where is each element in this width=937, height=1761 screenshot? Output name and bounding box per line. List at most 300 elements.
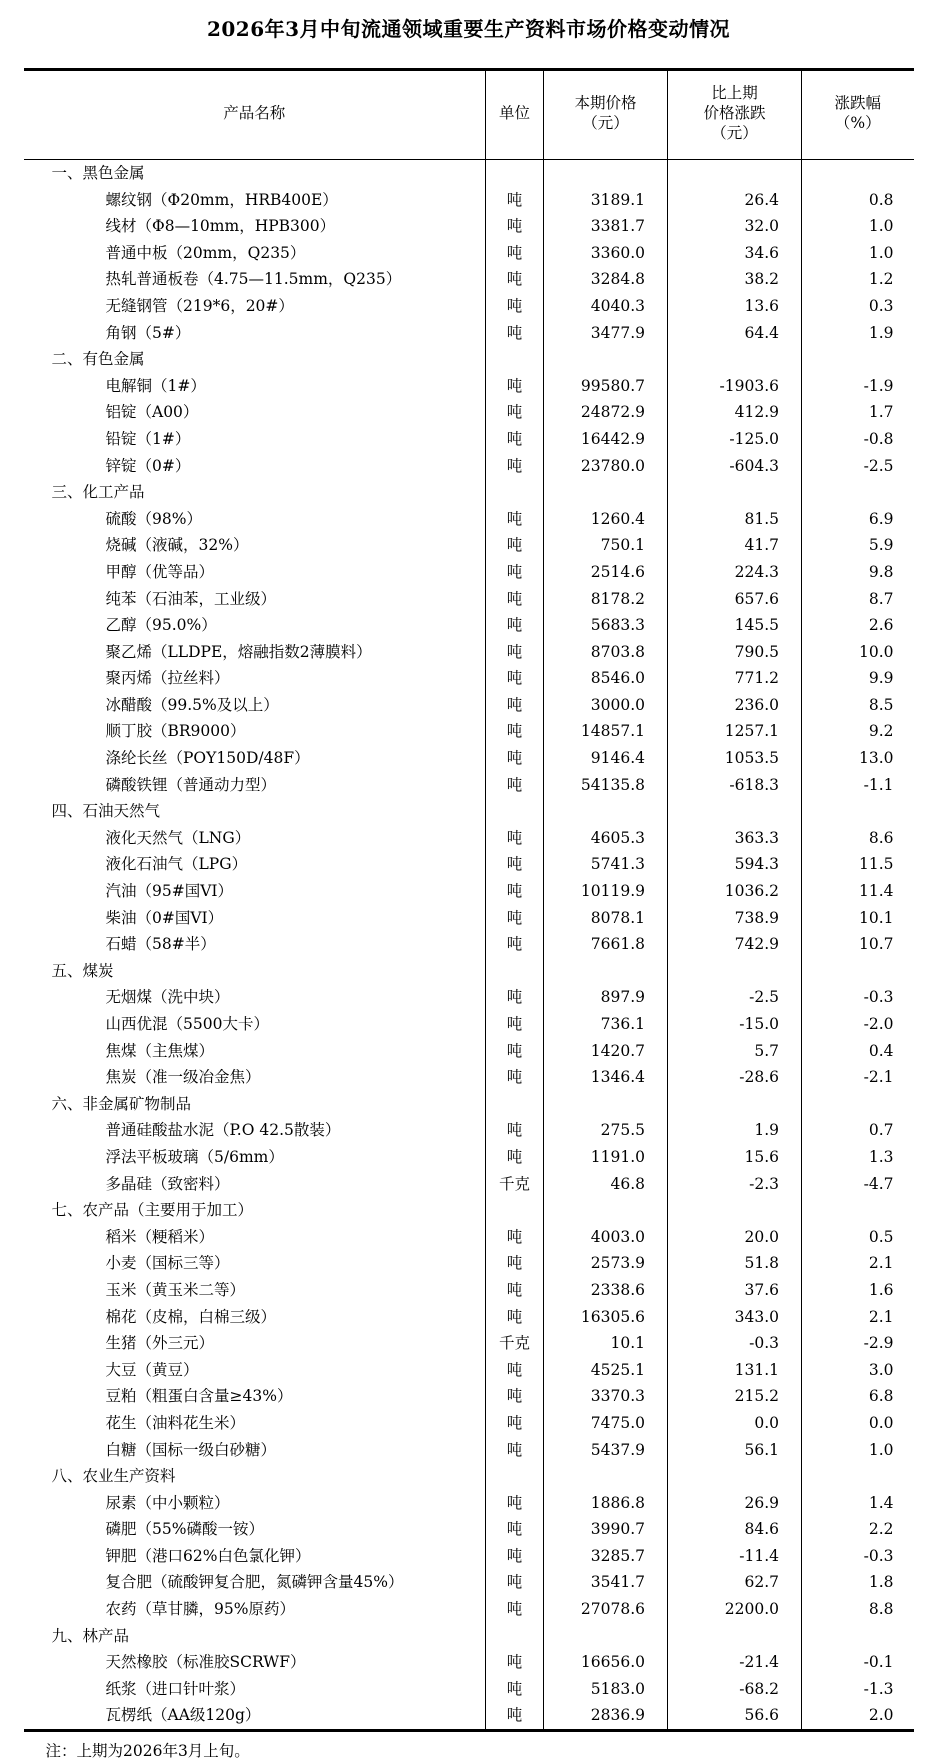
table-row xyxy=(24,851,914,878)
cell-price-change: 412.9 xyxy=(668,399,802,426)
cell-unit: 吨 xyxy=(486,825,544,852)
cell-current-price xyxy=(544,958,668,985)
cell-product-name xyxy=(24,1543,486,1570)
product-name: 乙醇（95.0%） xyxy=(105,616,217,635)
cell-price-change xyxy=(668,798,802,825)
cell-unit: 吨 xyxy=(486,1117,544,1144)
cell-product-name xyxy=(24,639,486,666)
cell-price-change: 771.2 xyxy=(668,665,802,692)
cell-change-rate: 11.5 xyxy=(802,851,914,878)
group-label: 六、非金属矿物制品 xyxy=(51,1094,192,1113)
cell-current-price: 4003.0 xyxy=(544,1224,668,1251)
product-name: 角钢（5#） xyxy=(105,323,191,342)
table-row xyxy=(24,1250,914,1277)
column-header-product-name-label: 产品名称 xyxy=(223,104,286,123)
cell-change-rate: 0.8 xyxy=(802,187,914,214)
cell-unit xyxy=(486,479,544,506)
cell-price-change: 64.4 xyxy=(668,320,802,347)
cell-product-name xyxy=(24,1250,486,1277)
cell-product-name xyxy=(24,1117,486,1144)
cell-change-rate: 10.7 xyxy=(802,931,914,958)
cell-unit: 吨 xyxy=(486,293,544,320)
table-group-row xyxy=(24,1197,914,1224)
cell-price-change: -2.5 xyxy=(668,984,802,1011)
cell-price-change: 81.5 xyxy=(668,506,802,533)
cell-current-price: 7661.8 xyxy=(544,931,668,958)
table-row xyxy=(24,1490,914,1517)
cell-price-change: 56.6 xyxy=(668,1702,802,1730)
table-row xyxy=(24,373,914,400)
cell-change-rate: 1.0 xyxy=(802,240,914,267)
product-name: 磷酸铁锂（普通动力型） xyxy=(105,775,277,794)
column-header-product-name xyxy=(24,70,486,160)
cell-price-change: -11.4 xyxy=(668,1543,802,1570)
cell-product-name xyxy=(24,772,486,799)
table-row xyxy=(24,1144,914,1171)
product-name: 生猪（外三元） xyxy=(105,1334,215,1353)
table-group-row xyxy=(24,798,914,825)
cell-change-rate: 0.7 xyxy=(802,1117,914,1144)
cell-current-price: 897.9 xyxy=(544,984,668,1011)
product-name: 顺丁胶（BR9000） xyxy=(105,722,246,741)
cell-unit: 吨 xyxy=(486,320,544,347)
cell-product-name xyxy=(24,825,486,852)
cell-current-price: 14857.1 xyxy=(544,718,668,745)
cell-price-change: -28.6 xyxy=(668,1064,802,1091)
table-row xyxy=(24,266,914,293)
cell-unit: 吨 xyxy=(486,1410,544,1437)
product-name: 钾肥（港口62%白色氯化钾） xyxy=(105,1546,311,1565)
cell-price-change: 224.3 xyxy=(668,559,802,586)
cell-change-rate: 1.2 xyxy=(802,266,914,293)
cell-unit xyxy=(486,1463,544,1490)
cell-current-price: 2514.6 xyxy=(544,559,668,586)
product-name: 无烟煤（洗中块） xyxy=(105,988,230,1007)
cell-change-rate: -4.7 xyxy=(802,1171,914,1198)
cell-unit: 吨 xyxy=(486,1304,544,1331)
table-row xyxy=(24,1649,914,1676)
cell-unit: 千克 xyxy=(486,1330,544,1357)
table-row xyxy=(24,718,914,745)
cell-current-price: 16656.0 xyxy=(544,1649,668,1676)
cell-change-rate: 3.0 xyxy=(802,1357,914,1384)
cell-change-rate: 0.3 xyxy=(802,293,914,320)
cell-product-name xyxy=(24,559,486,586)
table-row xyxy=(24,320,914,347)
cell-change-rate: 10.0 xyxy=(802,639,914,666)
cell-unit xyxy=(486,798,544,825)
cell-current-price: 4605.3 xyxy=(544,825,668,852)
product-name: 无缝钢管（219*6，20#） xyxy=(105,296,294,315)
cell-unit: 吨 xyxy=(486,453,544,480)
cell-current-price xyxy=(544,346,668,373)
group-label: 二、有色金属 xyxy=(51,350,145,369)
table-row xyxy=(24,745,914,772)
cell-current-price: 2836.9 xyxy=(544,1702,668,1730)
product-name: 聚乙烯（LLDPE，熔融指数2薄膜料） xyxy=(105,642,372,661)
cell-change-rate: -2.0 xyxy=(802,1011,914,1038)
cell-change-rate: 1.7 xyxy=(802,399,914,426)
cell-product-name xyxy=(24,1437,486,1464)
cell-current-price: 5183.0 xyxy=(544,1676,668,1703)
cell-product-name xyxy=(24,1011,486,1038)
table-row xyxy=(24,1437,914,1464)
table-header xyxy=(24,70,914,160)
cell-price-change: 145.5 xyxy=(668,612,802,639)
table-row xyxy=(24,1330,914,1357)
cell-unit: 吨 xyxy=(486,532,544,559)
cell-current-price: 8546.0 xyxy=(544,665,668,692)
cell-unit: 吨 xyxy=(486,1437,544,1464)
cell-change-rate: 5.9 xyxy=(802,532,914,559)
product-name: 涤纶长丝（POY150D/48F） xyxy=(105,749,310,768)
cell-price-change xyxy=(668,160,802,187)
cell-price-change: -1903.6 xyxy=(668,373,802,400)
column-header-current-price-line2: （元） xyxy=(582,114,629,132)
cell-current-price: 46.8 xyxy=(544,1171,668,1198)
table-row xyxy=(24,559,914,586)
cell-current-price: 24872.9 xyxy=(544,399,668,426)
cell-change-rate: -1.1 xyxy=(802,772,914,799)
cell-change-rate: 1.0 xyxy=(802,1437,914,1464)
cell-current-price xyxy=(544,1197,668,1224)
cell-unit: 吨 xyxy=(486,399,544,426)
product-name: 铝锭（A00） xyxy=(105,403,199,422)
cell-current-price: 3990.7 xyxy=(544,1516,668,1543)
cell-unit: 吨 xyxy=(486,266,544,293)
cell-unit: 吨 xyxy=(486,1702,544,1730)
cell-product-name xyxy=(24,346,486,373)
cell-product-name xyxy=(24,718,486,745)
cell-change-rate: -1.3 xyxy=(802,1676,914,1703)
table-row xyxy=(24,1117,914,1144)
cell-product-name xyxy=(24,187,486,214)
cell-price-change: 26.4 xyxy=(668,187,802,214)
product-name: 纯苯（石油苯，工业级） xyxy=(105,589,277,608)
product-name: 石蜡（58#半） xyxy=(105,935,216,954)
cell-current-price: 10119.9 xyxy=(544,878,668,905)
cell-unit: 吨 xyxy=(486,851,544,878)
table-row xyxy=(24,1596,914,1623)
cell-price-change: 5.7 xyxy=(668,1038,802,1065)
cell-product-name xyxy=(24,612,486,639)
cell-current-price: 3285.7 xyxy=(544,1543,668,1570)
table-row xyxy=(24,984,914,1011)
cell-change-rate: 10.1 xyxy=(802,905,914,932)
cell-change-rate: 1.9 xyxy=(802,320,914,347)
cell-unit: 吨 xyxy=(486,559,544,586)
product-name: 大豆（黄豆） xyxy=(105,1360,199,1379)
column-header-price-change-line3: （元） xyxy=(711,123,758,142)
product-name: 焦煤（主焦煤） xyxy=(105,1041,215,1060)
table-row xyxy=(24,1357,914,1384)
cell-product-name xyxy=(24,293,486,320)
cell-unit: 吨 xyxy=(486,1144,544,1171)
product-name: 烧碱（液碱，32%） xyxy=(105,536,249,555)
column-header-current-price-line1: 本期价格 xyxy=(574,94,637,113)
cell-change-rate: 0.5 xyxy=(802,1224,914,1251)
cell-unit: 吨 xyxy=(486,878,544,905)
column-header-price-change xyxy=(668,70,802,160)
cell-current-price: 1191.0 xyxy=(544,1144,668,1171)
product-name: 尿素（中小颗粒） xyxy=(105,1493,230,1512)
cell-current-price: 3360.0 xyxy=(544,240,668,267)
cell-change-rate: 1.4 xyxy=(802,1490,914,1517)
cell-product-name xyxy=(24,1357,486,1384)
cell-product-name xyxy=(24,213,486,240)
cell-product-name xyxy=(24,1330,486,1357)
table-row xyxy=(24,1516,914,1543)
cell-unit xyxy=(486,1197,544,1224)
cell-price-change: 62.7 xyxy=(668,1569,802,1596)
cell-unit: 吨 xyxy=(486,1516,544,1543)
cell-current-price xyxy=(544,1623,668,1650)
table-row xyxy=(24,586,914,613)
cell-price-change xyxy=(668,1197,802,1224)
cell-change-rate: 8.5 xyxy=(802,692,914,719)
cell-price-change xyxy=(668,1463,802,1490)
cell-product-name xyxy=(24,745,486,772)
cell-change-rate: 2.1 xyxy=(802,1304,914,1331)
product-name: 棉花（皮棉，白棉三级） xyxy=(105,1307,277,1326)
cell-product-name xyxy=(24,1490,486,1517)
cell-current-price: 5683.3 xyxy=(544,612,668,639)
cell-change-rate: -0.8 xyxy=(802,426,914,453)
table-group-row xyxy=(24,1091,914,1118)
cell-current-price: 54135.8 xyxy=(544,772,668,799)
cell-change-rate: 13.0 xyxy=(802,745,914,772)
table-row xyxy=(24,399,914,426)
group-label: 七、农产品（主要用于加工） xyxy=(51,1201,254,1220)
product-name: 花生（油料花生米） xyxy=(105,1413,246,1432)
product-name: 热轧普通板卷（4.75—11.5mm，Q235） xyxy=(105,270,402,289)
cell-product-name xyxy=(24,1064,486,1091)
cell-current-price: 750.1 xyxy=(544,532,668,559)
column-header-unit xyxy=(486,70,544,160)
cell-price-change xyxy=(668,1091,802,1118)
cell-price-change: 1257.1 xyxy=(668,718,802,745)
table-row xyxy=(24,825,914,852)
cell-product-name xyxy=(24,1569,486,1596)
cell-product-name xyxy=(24,665,486,692)
cell-change-rate xyxy=(802,1463,914,1490)
product-name: 浮法平板玻璃（5/6mm） xyxy=(105,1147,284,1166)
cell-change-rate: 8.6 xyxy=(802,825,914,852)
cell-current-price: 2338.6 xyxy=(544,1277,668,1304)
cell-unit: 吨 xyxy=(486,1224,544,1251)
cell-change-rate: 2.2 xyxy=(802,1516,914,1543)
cell-change-rate: 1.0 xyxy=(802,213,914,240)
table-row xyxy=(24,665,914,692)
cell-unit: 吨 xyxy=(486,1064,544,1091)
cell-change-rate: 6.8 xyxy=(802,1383,914,1410)
cell-unit: 吨 xyxy=(486,426,544,453)
cell-current-price: 4040.3 xyxy=(544,293,668,320)
cell-change-rate: -2.1 xyxy=(802,1064,914,1091)
cell-current-price: 3477.9 xyxy=(544,320,668,347)
cell-price-change: 13.6 xyxy=(668,293,802,320)
cell-unit: 吨 xyxy=(486,506,544,533)
cell-unit xyxy=(486,1091,544,1118)
cell-current-price: 3381.7 xyxy=(544,213,668,240)
cell-unit: 吨 xyxy=(486,240,544,267)
cell-change-rate: 1.8 xyxy=(802,1569,914,1596)
product-name: 锌锭（0#） xyxy=(105,456,191,475)
cell-product-name xyxy=(24,984,486,1011)
table-body xyxy=(24,160,914,1731)
cell-price-change: 1053.5 xyxy=(668,745,802,772)
cell-price-change: 2200.0 xyxy=(668,1596,802,1623)
cell-price-change: 20.0 xyxy=(668,1224,802,1251)
cell-unit: 吨 xyxy=(486,1038,544,1065)
column-header-change-rate-line2: （%） xyxy=(834,114,881,132)
cell-price-change xyxy=(668,1623,802,1650)
product-name: 液化石油气（LPG） xyxy=(105,855,248,874)
cell-unit: 吨 xyxy=(486,187,544,214)
cell-change-rate xyxy=(802,346,914,373)
cell-price-change: 26.9 xyxy=(668,1490,802,1517)
cell-product-name xyxy=(24,160,486,187)
product-name: 电解铜（1#） xyxy=(105,376,206,395)
cell-product-name xyxy=(24,586,486,613)
cell-product-name xyxy=(24,1383,486,1410)
cell-price-change xyxy=(668,479,802,506)
cell-price-change: 215.2 xyxy=(668,1383,802,1410)
group-label: 五、煤炭 xyxy=(51,961,114,980)
cell-product-name xyxy=(24,1516,486,1543)
table-row xyxy=(24,878,914,905)
cell-product-name xyxy=(24,692,486,719)
table-row xyxy=(24,240,914,267)
cell-change-rate: 1.6 xyxy=(802,1277,914,1304)
cell-price-change: 0.0 xyxy=(668,1410,802,1437)
product-name: 玉米（黄玉米二等） xyxy=(105,1280,246,1299)
table-row xyxy=(24,931,914,958)
cell-price-change xyxy=(668,958,802,985)
cell-unit: 吨 xyxy=(486,586,544,613)
column-header-change-rate-line1: 涨跌幅 xyxy=(834,94,881,113)
product-name: 复合肥（硫酸钾复合肥，氮磷钾含量45%） xyxy=(105,1573,404,1592)
cell-product-name xyxy=(24,878,486,905)
cell-change-rate xyxy=(802,1091,914,1118)
product-name: 普通中板（20mm，Q235） xyxy=(105,243,306,262)
cell-change-rate xyxy=(802,160,914,187)
table-row xyxy=(24,612,914,639)
cell-unit: 千克 xyxy=(486,1171,544,1198)
cell-price-change: -2.3 xyxy=(668,1171,802,1198)
table-row xyxy=(24,506,914,533)
cell-change-rate: 8.8 xyxy=(802,1596,914,1623)
table-row xyxy=(24,1277,914,1304)
cell-price-change: 738.9 xyxy=(668,905,802,932)
cell-product-name xyxy=(24,1144,486,1171)
cell-change-rate: 1.3 xyxy=(802,1144,914,1171)
price-table xyxy=(24,68,914,1732)
cell-unit xyxy=(486,1623,544,1650)
cell-current-price: 23780.0 xyxy=(544,453,668,480)
cell-price-change: 657.6 xyxy=(668,586,802,613)
group-label: 一、黑色金属 xyxy=(51,164,145,182)
cell-unit: 吨 xyxy=(486,612,544,639)
cell-product-name xyxy=(24,1649,486,1676)
cell-unit xyxy=(486,958,544,985)
cell-product-name xyxy=(24,1702,486,1730)
cell-product-name xyxy=(24,426,486,453)
cell-product-name xyxy=(24,1463,486,1490)
table-row xyxy=(24,293,914,320)
cell-current-price: 8703.8 xyxy=(544,639,668,666)
cell-change-rate: -2.9 xyxy=(802,1330,914,1357)
table-footnote: 注：上期为2026年3月上旬。 xyxy=(45,1742,250,1761)
product-name: 液化天然气（LNG） xyxy=(105,828,251,847)
product-name: 磷肥（55%磷酸一铵） xyxy=(105,1520,264,1539)
cell-current-price: 27078.6 xyxy=(544,1596,668,1623)
table-row xyxy=(24,1011,914,1038)
cell-change-rate: -2.5 xyxy=(802,453,914,480)
cell-price-change: -125.0 xyxy=(668,426,802,453)
cell-change-rate: 2.1 xyxy=(802,1250,914,1277)
cell-price-change: -21.4 xyxy=(668,1649,802,1676)
cell-current-price: 5741.3 xyxy=(544,851,668,878)
cell-current-price: 1346.4 xyxy=(544,1064,668,1091)
cell-product-name xyxy=(24,1304,486,1331)
product-name: 冰醋酸（99.5%及以上） xyxy=(105,695,279,714)
cell-unit: 吨 xyxy=(486,1543,544,1570)
product-name: 纸浆（进口针叶浆） xyxy=(105,1679,246,1698)
product-name: 汽油（95#国VI） xyxy=(105,882,234,901)
table-group-row xyxy=(24,958,914,985)
cell-current-price: 1420.7 xyxy=(544,1038,668,1065)
table-group-row xyxy=(24,160,914,187)
table-row xyxy=(24,1304,914,1331)
cell-change-rate: 9.2 xyxy=(802,718,914,745)
cell-current-price: 2573.9 xyxy=(544,1250,668,1277)
product-name: 白糖（国标一级白砂糖） xyxy=(105,1440,277,1459)
cell-current-price: 275.5 xyxy=(544,1117,668,1144)
cell-price-change: 38.2 xyxy=(668,266,802,293)
cell-unit: 吨 xyxy=(486,984,544,1011)
group-label: 四、石油天然气 xyxy=(51,802,161,821)
cell-unit: 吨 xyxy=(486,905,544,932)
cell-product-name xyxy=(24,506,486,533)
product-name: 硫酸（98%） xyxy=(105,509,202,528)
cell-product-name xyxy=(24,1623,486,1650)
cell-price-change: 343.0 xyxy=(668,1304,802,1331)
cell-product-name xyxy=(24,266,486,293)
table-group-row xyxy=(24,1623,914,1650)
product-name: 普通硅酸盐水泥（P.O 42.5散装） xyxy=(105,1121,341,1140)
table-row xyxy=(24,1702,914,1730)
cell-current-price: 1260.4 xyxy=(544,506,668,533)
cell-change-rate: 8.7 xyxy=(802,586,914,613)
cell-current-price: 4525.1 xyxy=(544,1357,668,1384)
product-name: 多晶硅（致密料） xyxy=(105,1174,230,1193)
product-name: 豆粕（粗蛋白含量≥43%） xyxy=(105,1387,293,1406)
cell-product-name xyxy=(24,240,486,267)
cell-product-name xyxy=(24,479,486,506)
table-row xyxy=(24,426,914,453)
cell-current-price xyxy=(544,1091,668,1118)
table-group-row xyxy=(24,479,914,506)
product-name: 瓦楞纸（AA级120g） xyxy=(105,1706,261,1725)
table-row xyxy=(24,213,914,240)
group-label: 九、林产品 xyxy=(51,1626,130,1645)
cell-product-name xyxy=(24,532,486,559)
cell-current-price: 8078.1 xyxy=(544,905,668,932)
cell-change-rate: 6.9 xyxy=(802,506,914,533)
cell-current-price: 9146.4 xyxy=(544,745,668,772)
cell-current-price: 3541.7 xyxy=(544,1569,668,1596)
